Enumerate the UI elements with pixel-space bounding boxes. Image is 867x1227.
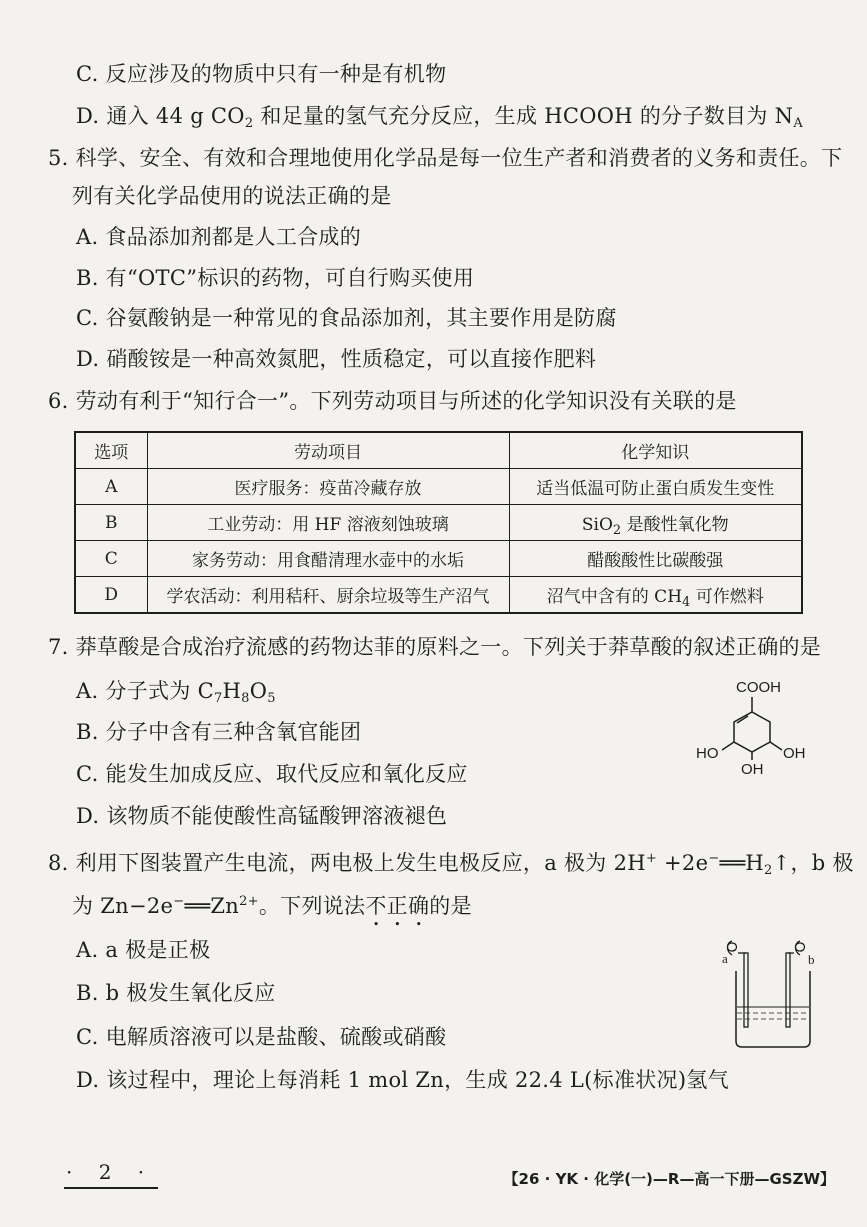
oh-left-label: HO: [696, 745, 719, 762]
q7-option-c: C. 能发生加成反应、取代反应和氧化反应: [76, 762, 468, 786]
q5-option-a: A. 食品添加剂都是人工合成的: [76, 225, 362, 249]
table-cell-option: D: [75, 577, 147, 614]
table-cell-option: A: [75, 469, 147, 505]
electrode-a-label: a: [722, 951, 728, 966]
emphasized-text: 不正确: [365, 894, 430, 918]
table-cell-knowledge: SiO$_2$ 是酸性氧化物: [509, 505, 802, 541]
q8-option-d: D. 该过程中，理论上每消耗 1 mol Zn，生成 22.4 L(标准状况)氢气: [76, 1068, 729, 1092]
table-row: [75, 541, 802, 577]
q4-option-c: C. 反应涉及的物质中只有一种是有机物: [76, 62, 447, 86]
q6-stem: 6. 劳动有利于“知行合一”。下列劳动项目与所述的化学知识没有关联的是: [48, 389, 737, 413]
q4-option-d: D. 通入 44 g $CO_2$ 和足量的氢气充分反应，生成 HCOOH 的分子数目为 $N_A$: [76, 104, 804, 131]
table-header-knowledge: 化学知识: [509, 432, 802, 469]
oh-bottom-label: OH: [741, 761, 764, 778]
oh-right-label: OH: [783, 745, 806, 762]
electrode-b: [786, 953, 790, 1027]
table-header-option: 选项: [75, 432, 147, 469]
electrode-b-label: b: [808, 952, 815, 967]
table-cell-knowledge: 沼气中含有的 $CH_4$ 可作燃料: [509, 577, 802, 614]
table-cell-knowledge: 适当低温可防止蛋白质发生变性: [509, 469, 802, 505]
q8-option-b: B. b 极发生氧化反应: [76, 981, 276, 1005]
table-header-labor: 劳动项目: [147, 432, 509, 469]
table-row: [75, 577, 802, 614]
q6-table: [74, 431, 803, 614]
q5-option-c: C. 谷氨酸钠是一种常见的食品添加剂，其主要作用是防腐: [76, 306, 617, 330]
q7-option-d: D. 该物质不能使酸性高锰酸钾溶液褪色: [76, 804, 448, 828]
q7-stem: 7. 莽草酸是合成治疗流感的药物达菲的原料之一。下列关于莽草酸的叙述正确的是: [48, 635, 822, 659]
electrode-a: [744, 953, 748, 1027]
galvanic-cell-diagram: [718, 933, 828, 1051]
q7-option-b: B. 分子中含有三种含氧官能团: [76, 720, 362, 744]
q7-option-a: A. 分子式为 $C_7H_8O_5$: [76, 679, 276, 706]
exam-code: 【26 · YK · 化学(一)—R—高一下册—GSZW】: [503, 1170, 835, 1188]
q8-option-c: C. 电解质溶液可以是盐酸、硫酸或硝酸: [76, 1025, 447, 1049]
table-cell-labor: 工业劳动：用 HF 溶液刻蚀玻璃: [147, 505, 509, 541]
shikimic-acid-structure: [690, 670, 810, 780]
cooh-label: COOH: [736, 679, 781, 696]
q8-stem-line1: 8. 利用下图装置产生电流，两电极上发生电极反应，a 极为 $2H^+ +2e^-══H_2↑$，b 极: [48, 851, 854, 878]
table-row: [75, 505, 802, 541]
table-cell-labor: 医疗服务：疫苗冷藏存放: [147, 469, 509, 505]
footer-divider: [64, 1187, 158, 1189]
q5-stem-line1: 5. 科学、安全、有效和合理地使用化学品是每一位生产者和消费者的义务和责任。下: [48, 146, 843, 170]
q5-option-d: D. 硝酸铵是一种高效氮肥，性质稳定，可以直接作肥料: [76, 347, 597, 371]
q5-stem-line2: 列有关化学品使用的说法正确的是: [72, 184, 392, 208]
q8-stem-line2: 为 $Zn-2e^-══Zn^{2+}$。下列说法不正确的是: [72, 894, 472, 918]
table-row: [75, 469, 802, 505]
q5-option-b: B. 有“OTC”标识的药物，可自行购买使用: [76, 266, 475, 290]
table-header-row: [75, 432, 802, 469]
beaker: [736, 971, 810, 1047]
q8-option-a: A. a 极是正极: [76, 938, 211, 962]
table-cell-labor: 学农活动：利用秸秆、厨余垃圾等生产沼气: [147, 577, 509, 614]
table-cell-option: B: [75, 505, 147, 541]
page-number: · 2 ·: [66, 1160, 155, 1184]
table-cell-labor: 家务劳动：用食醋清理水壶中的水垢: [147, 541, 509, 577]
table-cell-option: C: [75, 541, 147, 577]
table-cell-knowledge: 醋酸酸性比碳酸强: [509, 541, 802, 577]
